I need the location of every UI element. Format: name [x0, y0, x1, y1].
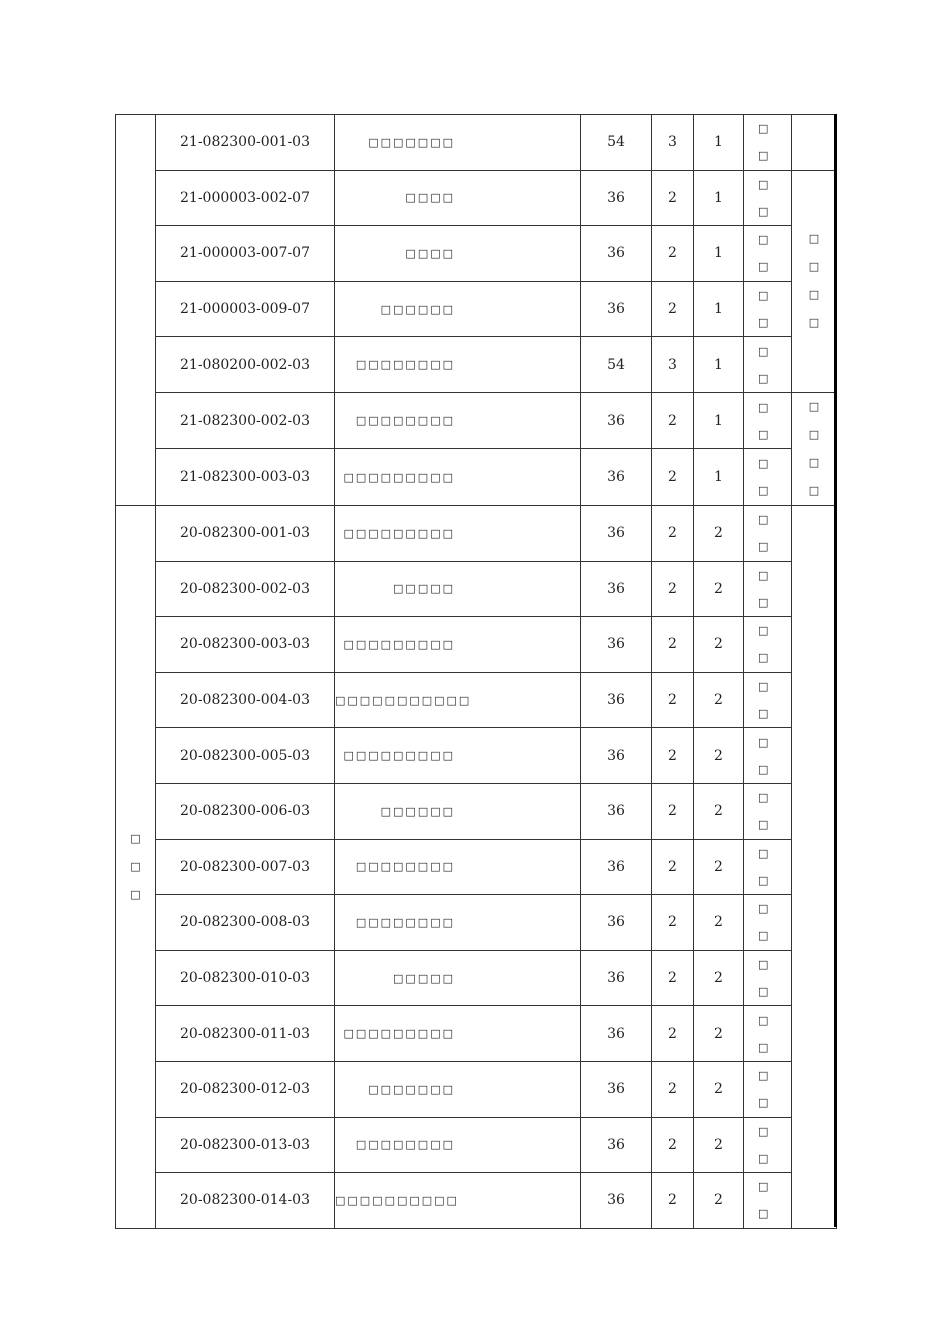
vertical-char: □	[758, 1207, 769, 1221]
vertical-char: □	[808, 260, 820, 274]
course-hours: 36	[581, 281, 652, 337]
vertical-char: □	[758, 1180, 769, 1194]
course-semester: 2	[694, 1117, 744, 1173]
course-code: 20-082300-012-03	[156, 1061, 335, 1117]
course-credit: 2	[652, 950, 694, 1006]
course-hours: 36	[581, 839, 652, 895]
note-cell-empty	[792, 505, 837, 1228]
vertical-char: □	[130, 887, 141, 901]
table-row	[116, 839, 837, 895]
note-cell	[792, 170, 837, 392]
course-hours: 36	[581, 617, 652, 673]
course-code: 21-082300-001-03	[156, 115, 335, 171]
course-name: □□□□□□□□□	[335, 505, 581, 561]
course-code: 21-082300-003-03	[156, 449, 335, 506]
table-row	[116, 728, 837, 784]
course-table	[115, 114, 837, 1229]
course-semester: 2	[694, 950, 744, 1006]
course-type-cell	[744, 561, 792, 617]
course-name: □□□□□□□□	[335, 839, 581, 895]
table-row	[116, 672, 837, 728]
vertical-char: □	[758, 1151, 769, 1165]
course-credit: 2	[652, 672, 694, 728]
vertical-char: □	[758, 1013, 769, 1027]
vertical-char: □	[758, 289, 769, 303]
table-row	[116, 337, 837, 393]
table-row	[116, 895, 837, 951]
course-semester: 2	[694, 505, 744, 561]
course-type-cell	[744, 115, 792, 171]
vertical-char: □	[758, 985, 769, 999]
course-semester: 2	[694, 1173, 744, 1229]
course-semester: 2	[694, 783, 744, 839]
vertical-char: □	[758, 680, 769, 694]
course-table-body	[116, 115, 837, 1229]
group-label-cell	[116, 115, 156, 506]
course-type-cell	[744, 783, 792, 839]
course-credit: 2	[652, 561, 694, 617]
table-row	[116, 392, 837, 449]
course-hours: 36	[581, 672, 652, 728]
course-semester: 2	[694, 1006, 744, 1062]
course-name: □□□□□□□□	[335, 392, 581, 449]
vertical-char: □	[758, 457, 769, 471]
vertical-char: □	[758, 371, 769, 385]
course-name: □□□□□□	[335, 281, 581, 337]
vertical-char: □	[758, 735, 769, 749]
course-type-cell	[744, 950, 792, 1006]
course-code: 20-082300-007-03	[156, 839, 335, 895]
course-semester: 2	[694, 728, 744, 784]
course-semester: 1	[694, 115, 744, 171]
vertical-char: □	[758, 177, 769, 191]
vertical-char: □	[758, 1096, 769, 1110]
course-code: 20-082300-011-03	[156, 1006, 335, 1062]
vertical-char: □	[758, 873, 769, 887]
vertical-char: □	[758, 846, 769, 860]
course-credit: 2	[652, 617, 694, 673]
course-name: □□□□□□□	[335, 1061, 581, 1117]
vertical-char: □	[758, 316, 769, 330]
course-type-cell	[744, 1117, 792, 1173]
course-hours: 36	[581, 1006, 652, 1062]
note-cell-empty	[792, 115, 837, 171]
vertical-char: □	[808, 455, 820, 469]
table-row	[116, 115, 837, 171]
course-name: □□□□□□□□□	[335, 1006, 581, 1062]
course-type-cell	[744, 1173, 792, 1229]
course-type-cell	[744, 839, 792, 895]
course-type-cell	[744, 337, 792, 393]
course-hours: 36	[581, 226, 652, 282]
course-credit: 2	[652, 1006, 694, 1062]
vertical-char: □	[758, 540, 769, 554]
course-semester: 1	[694, 337, 744, 393]
table-row	[116, 170, 837, 226]
course-code: 21-000003-009-07	[156, 281, 335, 337]
course-credit: 3	[652, 115, 694, 171]
course-type-cell	[744, 170, 792, 226]
vertical-char: □	[758, 513, 769, 527]
course-code: 20-082300-003-03	[156, 617, 335, 673]
vertical-char: □	[758, 344, 769, 358]
course-semester: 2	[694, 839, 744, 895]
group-label-cell	[116, 505, 156, 1228]
course-type-cell	[744, 728, 792, 784]
course-semester: 2	[694, 1061, 744, 1117]
course-name: □□□□□□	[335, 783, 581, 839]
vertical-char: □	[758, 624, 769, 638]
course-code: 20-082300-005-03	[156, 728, 335, 784]
course-name: □□□□□□□□	[335, 1117, 581, 1173]
vertical-char: □	[758, 204, 769, 218]
course-credit: 2	[652, 895, 694, 951]
course-name: □□□□□□□□□□□	[335, 672, 581, 728]
course-hours: 36	[581, 449, 652, 506]
course-name: □□□□	[335, 170, 581, 226]
course-credit: 2	[652, 839, 694, 895]
vertical-char: □	[758, 791, 769, 805]
course-type-cell	[744, 895, 792, 951]
course-credit: 3	[652, 337, 694, 393]
vertical-char: □	[808, 483, 820, 497]
note-cell	[792, 392, 837, 505]
course-semester: 1	[694, 392, 744, 449]
course-code: 20-082300-006-03	[156, 783, 335, 839]
table-row	[116, 281, 837, 337]
vertical-char: □	[758, 484, 769, 498]
vertical-char: □	[758, 958, 769, 972]
vertical-char: □	[808, 427, 820, 441]
vertical-char: □	[758, 260, 769, 274]
vertical-char: □	[758, 1069, 769, 1083]
course-code: 20-082300-010-03	[156, 950, 335, 1006]
vertical-char: □	[758, 762, 769, 776]
course-hours: 54	[581, 337, 652, 393]
table-row	[116, 783, 837, 839]
course-hours: 36	[581, 170, 652, 226]
course-semester: 2	[694, 561, 744, 617]
table-row	[116, 1061, 837, 1117]
course-hours: 36	[581, 728, 652, 784]
course-type-cell	[744, 672, 792, 728]
vertical-char: □	[808, 399, 820, 413]
course-credit: 2	[652, 170, 694, 226]
course-hours: 36	[581, 392, 652, 449]
vertical-char: □	[758, 233, 769, 247]
vertical-char: □	[808, 232, 820, 246]
table-row	[116, 1117, 837, 1173]
table-right-border	[834, 114, 837, 1227]
vertical-char: □	[130, 831, 141, 845]
vertical-char: □	[758, 1040, 769, 1054]
course-code: 21-000003-007-07	[156, 226, 335, 282]
course-code: 20-082300-014-03	[156, 1173, 335, 1229]
vertical-char: □	[808, 288, 820, 302]
vertical-char: □	[130, 859, 141, 873]
course-credit: 2	[652, 281, 694, 337]
table-row	[116, 617, 837, 673]
course-semester: 2	[694, 895, 744, 951]
course-code: 20-082300-001-03	[156, 505, 335, 561]
course-hours: 36	[581, 505, 652, 561]
vertical-char: □	[758, 427, 769, 441]
course-code: 20-082300-002-03	[156, 561, 335, 617]
course-semester: 1	[694, 281, 744, 337]
course-semester: 1	[694, 226, 744, 282]
course-type-cell	[744, 617, 792, 673]
course-name: □□□□□□□□□	[335, 449, 581, 506]
course-code: 21-080200-002-03	[156, 337, 335, 393]
vertical-char: □	[758, 400, 769, 414]
course-credit: 2	[652, 226, 694, 282]
table-row	[116, 561, 837, 617]
vertical-char: □	[758, 707, 769, 721]
course-name: □□□□	[335, 226, 581, 282]
course-credit: 2	[652, 505, 694, 561]
course-type-cell	[744, 449, 792, 506]
vertical-char: □	[758, 1124, 769, 1138]
vertical-char: □	[758, 651, 769, 665]
vertical-char: □	[758, 122, 769, 136]
course-semester: 1	[694, 449, 744, 506]
table-row	[116, 449, 837, 506]
course-credit: 2	[652, 449, 694, 506]
course-type-cell	[744, 281, 792, 337]
course-credit: 2	[652, 1117, 694, 1173]
course-code: 20-082300-008-03	[156, 895, 335, 951]
course-name: □□□□□	[335, 561, 581, 617]
course-name: □□□□□□□□	[335, 895, 581, 951]
vertical-char: □	[758, 149, 769, 163]
vertical-char: □	[758, 818, 769, 832]
course-hours: 54	[581, 115, 652, 171]
course-type-cell	[744, 226, 792, 282]
course-name: □□□□□□□□□	[335, 617, 581, 673]
course-code: 21-082300-002-03	[156, 392, 335, 449]
course-hours: 36	[581, 895, 652, 951]
course-hours: 36	[581, 950, 652, 1006]
course-code: 20-082300-013-03	[156, 1117, 335, 1173]
course-type-cell	[744, 1006, 792, 1062]
course-hours: 36	[581, 1061, 652, 1117]
vertical-char: □	[758, 902, 769, 916]
vertical-char: □	[808, 316, 820, 330]
course-type-cell	[744, 1061, 792, 1117]
course-name: □□□□□□□□□□	[335, 1173, 581, 1229]
vertical-char: □	[758, 568, 769, 582]
table-row	[116, 226, 837, 282]
course-type-cell	[744, 505, 792, 561]
course-hours: 36	[581, 783, 652, 839]
vertical-char: □	[758, 929, 769, 943]
course-code: 20-082300-004-03	[156, 672, 335, 728]
course-credit: 2	[652, 392, 694, 449]
course-name: □□□□□□□□□	[335, 728, 581, 784]
course-hours: 36	[581, 1117, 652, 1173]
course-name: □□□□□□□□	[335, 337, 581, 393]
course-name: □□□□□	[335, 950, 581, 1006]
table-row	[116, 1173, 837, 1229]
course-semester: 1	[694, 170, 744, 226]
table-row	[116, 1006, 837, 1062]
course-credit: 2	[652, 783, 694, 839]
course-credit: 2	[652, 728, 694, 784]
course-hours: 36	[581, 1173, 652, 1229]
course-semester: 2	[694, 672, 744, 728]
course-credit: 2	[652, 1061, 694, 1117]
course-hours: 36	[581, 561, 652, 617]
course-type-cell	[744, 392, 792, 449]
course-semester: 2	[694, 617, 744, 673]
table-row	[116, 505, 837, 561]
course-name: □□□□□□□	[335, 115, 581, 171]
vertical-char: □	[758, 595, 769, 609]
table-row	[116, 950, 837, 1006]
course-code: 21-000003-002-07	[156, 170, 335, 226]
course-credit: 2	[652, 1173, 694, 1229]
